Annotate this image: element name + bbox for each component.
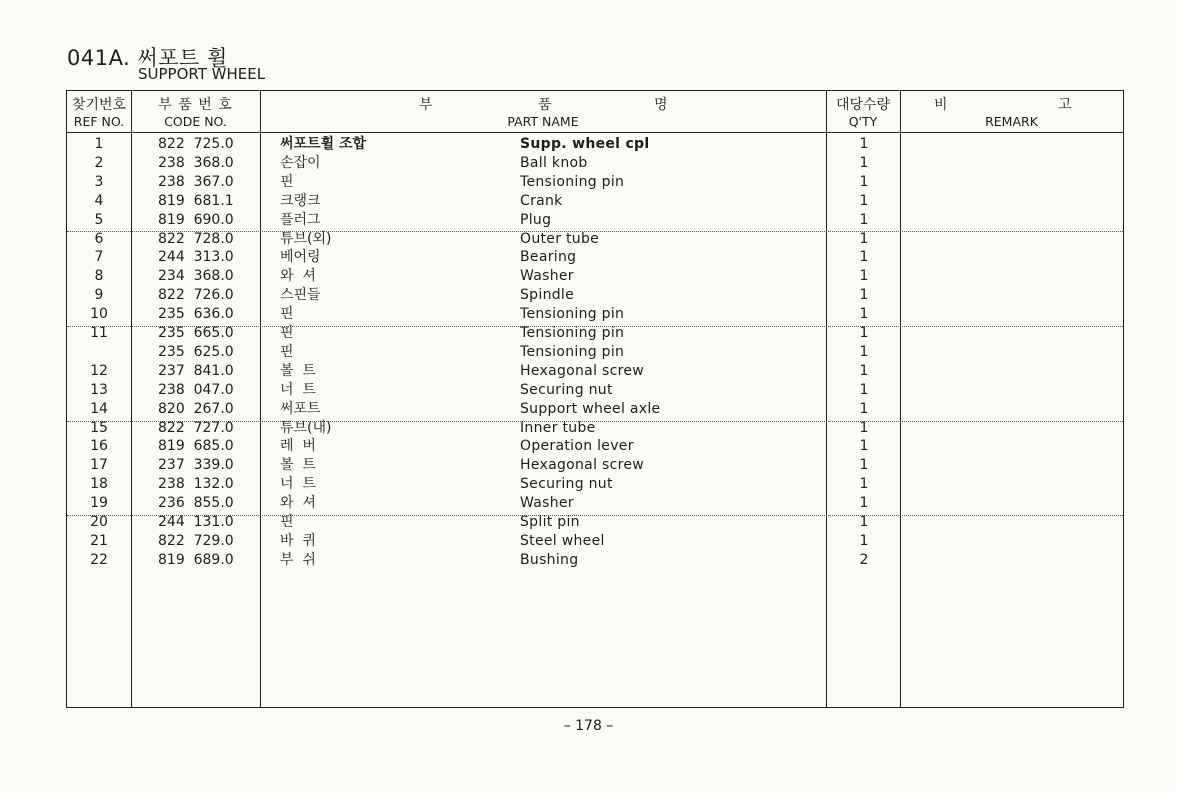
header-name-korean-1: 부 — [419, 97, 433, 113]
code-number: 238 368.0 — [158, 154, 234, 171]
code-number: 822 726.0 — [158, 287, 234, 304]
table-row — [67, 343, 1123, 362]
part-name-english: Plug — [520, 211, 552, 228]
code-number: 238 047.0 — [158, 381, 234, 398]
table-row — [67, 267, 1123, 286]
ref-number: 13 — [90, 381, 108, 398]
code-number: 235 665.0 — [158, 325, 234, 341]
ref-number: 14 — [90, 400, 108, 417]
part-name-korean: 핀 — [280, 514, 294, 530]
header-name-korean-2: 품 — [538, 97, 552, 113]
part-name-english: Split pin — [520, 514, 580, 530]
ref-number: 4 — [94, 192, 104, 209]
table-row — [67, 475, 1123, 494]
code-number: 235 636.0 — [158, 306, 234, 323]
ref-number: 10 — [90, 306, 108, 323]
ref-number: 16 — [90, 438, 108, 455]
page-title-korean: 041A. 써포트 휠 — [67, 46, 228, 70]
part-name-english: Securing nut — [520, 381, 613, 398]
quantity: 1 — [859, 532, 869, 549]
part-name-korean: 써포트휠 조합 — [280, 136, 367, 152]
header-code-english: CODE NO. — [164, 114, 227, 129]
part-name-korean: 바 퀴 — [280, 532, 316, 549]
quantity: 1 — [859, 136, 869, 152]
ref-number: 21 — [90, 532, 108, 549]
part-name-korean: 와 셔 — [280, 495, 316, 512]
ref-number: 7 — [94, 249, 104, 266]
ref-number: 17 — [90, 457, 108, 474]
header-remark-korean-1: 비 — [934, 97, 948, 113]
quantity: 1 — [859, 362, 869, 379]
ref-number: 20 — [90, 514, 108, 530]
quantity: 1 — [859, 476, 869, 493]
quantity: 1 — [859, 419, 869, 436]
part-name-english: Support wheel axle — [520, 400, 661, 417]
part-name-english: Tensioning pin — [520, 325, 625, 341]
part-name-english: Washer — [520, 495, 574, 512]
code-number: 238 132.0 — [158, 476, 234, 493]
part-name-korean: 와 셔 — [280, 268, 316, 285]
code-number: 235 625.0 — [158, 343, 234, 360]
quantity: 1 — [859, 287, 869, 304]
table-row — [67, 532, 1123, 551]
part-name-korean: 볼 트 — [280, 362, 316, 379]
part-name-english: Tensioning pin — [520, 173, 625, 190]
table-row — [67, 400, 1123, 419]
table-row — [67, 437, 1123, 456]
part-name-korean: 볼 트 — [280, 457, 316, 474]
part-name-korean: 튜브(외) — [280, 230, 332, 247]
part-name-english: Securing nut — [520, 476, 613, 493]
ref-number: 19 — [90, 495, 108, 512]
part-name-korean: 부 쉬 — [280, 551, 316, 568]
header-remark-korean-2: 고 — [1058, 97, 1072, 113]
header-ref-korean: 찾기번호 — [71, 97, 127, 113]
table-row — [67, 211, 1123, 230]
quantity: 2 — [859, 551, 869, 568]
part-name-english: Spindle — [520, 287, 575, 304]
part-name-korean: 튜브(내) — [280, 419, 332, 436]
header-code-korean: 부 품 번 호 — [158, 97, 233, 113]
quantity: 1 — [859, 211, 869, 228]
page-number: – 178 – — [563, 718, 614, 734]
ref-number: 18 — [90, 476, 108, 493]
ref-number: 5 — [94, 211, 104, 228]
part-name-korean: 스핀들 — [280, 287, 321, 304]
table-row — [67, 381, 1123, 400]
header-qty-korean: 대당수량 — [835, 97, 891, 113]
table-row — [67, 513, 1123, 532]
page-title-english: SUPPORT WHEEL — [138, 65, 266, 83]
header-remark-english: REMARK — [985, 114, 1038, 129]
code-number: 819 685.0 — [158, 438, 234, 455]
code-number: 819 690.0 — [158, 211, 234, 228]
part-name-korean: 너 트 — [280, 381, 316, 398]
part-name-english: Operation lever — [520, 438, 634, 455]
table-row — [67, 494, 1123, 513]
ref-number: 3 — [94, 173, 104, 190]
part-name-korean: 손잡이 — [280, 154, 321, 171]
part-name-english: Bearing — [520, 249, 577, 266]
table-row — [67, 551, 1123, 570]
quantity: 1 — [859, 306, 869, 323]
table-row — [67, 324, 1123, 343]
quantity: 1 — [859, 325, 869, 341]
part-name-english: Tensioning pin — [520, 343, 625, 360]
quantity: 1 — [859, 381, 869, 398]
table-row — [67, 419, 1123, 438]
part-name-english: Washer — [520, 268, 574, 285]
quantity: 1 — [859, 495, 869, 512]
part-name-english: Inner tube — [520, 419, 596, 436]
part-name-korean: 크랭크 — [280, 192, 321, 209]
code-number: 822 725.0 — [158, 136, 234, 152]
table-row — [67, 192, 1123, 211]
quantity: 1 — [859, 154, 869, 171]
table-row — [67, 154, 1123, 173]
quantity: 1 — [859, 173, 869, 190]
part-name-korean: 핀 — [280, 343, 294, 360]
part-name-english: Supp. wheel cpl — [520, 136, 650, 152]
quantity: 1 — [859, 230, 869, 247]
code-number: 237 841.0 — [158, 362, 234, 379]
part-name-english: Hexagonal screw — [520, 457, 645, 474]
quantity: 1 — [859, 400, 869, 417]
quantity: 1 — [859, 457, 869, 474]
code-number: 244 131.0 — [158, 514, 234, 530]
part-name-korean: 베어링 — [280, 249, 321, 266]
header-name-english: PART NAME — [507, 114, 579, 129]
part-name-english: Steel wheel — [520, 532, 605, 549]
code-number: 819 681.1 — [158, 192, 234, 209]
header-ref-english: REF NO. — [73, 114, 125, 129]
ref-number: 22 — [90, 551, 108, 568]
table-row — [67, 362, 1123, 381]
part-name-korean: 핀 — [280, 325, 294, 341]
part-name-english: Hexagonal screw — [520, 362, 645, 379]
table-row — [67, 230, 1123, 249]
quantity: 1 — [859, 438, 869, 455]
code-number: 822 729.0 — [158, 532, 234, 549]
quantity: 1 — [859, 192, 869, 209]
code-number: 244 313.0 — [158, 249, 234, 266]
part-name-korean: 너 트 — [280, 476, 316, 493]
code-number: 236 855.0 — [158, 495, 234, 512]
part-name-english: Crank — [520, 192, 563, 209]
table-row — [67, 456, 1123, 475]
code-number: 822 728.0 — [158, 230, 234, 247]
table-row — [67, 305, 1123, 324]
ref-number: 11 — [90, 325, 108, 341]
ref-number: 1 — [94, 136, 104, 152]
quantity: 1 — [859, 268, 869, 285]
header-divider — [67, 132, 1123, 133]
part-name-korean: 써포트 — [280, 400, 321, 417]
table-row — [67, 248, 1123, 267]
table-row — [67, 286, 1123, 305]
part-name-english: Tensioning pin — [520, 306, 625, 323]
quantity: 1 — [859, 343, 869, 360]
header-qty-english: Q'TY — [848, 114, 878, 129]
table-row — [67, 173, 1123, 192]
ref-number: 8 — [94, 268, 104, 285]
table-row — [67, 135, 1123, 154]
code-number: 234 368.0 — [158, 268, 234, 285]
header-name-korean-3: 명 — [654, 97, 668, 113]
part-name-korean: 핀 — [280, 173, 294, 190]
part-name-english: Outer tube — [520, 230, 600, 247]
quantity: 1 — [859, 249, 869, 266]
part-name-english: Ball knob — [520, 154, 588, 171]
ref-number: 15 — [90, 419, 108, 436]
code-number: 237 339.0 — [158, 457, 234, 474]
quantity: 1 — [859, 514, 869, 530]
parts-table — [66, 90, 1124, 708]
part-name-english: Bushing — [520, 551, 579, 568]
code-number: 819 689.0 — [158, 551, 234, 568]
ref-number: 9 — [94, 287, 104, 304]
part-name-korean: 핀 — [280, 306, 294, 323]
part-name-korean: 플러그 — [280, 211, 321, 228]
part-name-korean: 레 버 — [280, 438, 316, 455]
code-number: 822 727.0 — [158, 419, 234, 436]
code-number: 820 267.0 — [158, 400, 234, 417]
code-number: 238 367.0 — [158, 173, 234, 190]
ref-number: 12 — [90, 362, 108, 379]
ref-number: 6 — [94, 230, 104, 247]
ref-number: 2 — [94, 154, 104, 171]
